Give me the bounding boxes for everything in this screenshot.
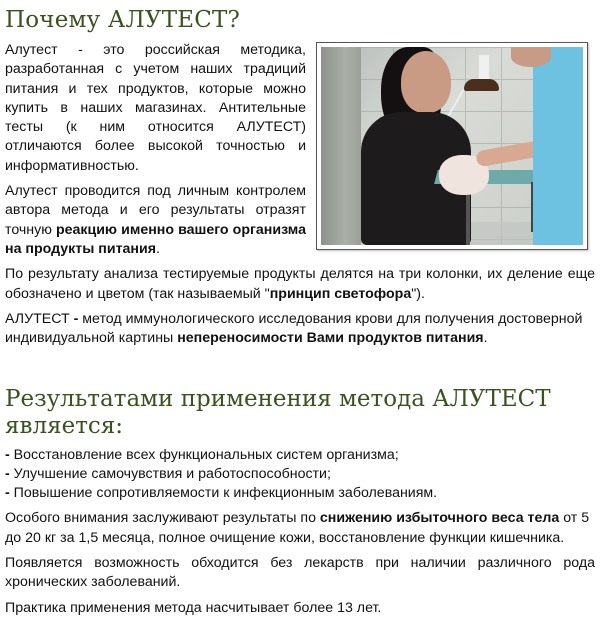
- list-item: [5, 446, 595, 465]
- paragraph-no-medicine: Появляется возможность обходится без лекарств при наличии различного рода хронических заболеваний.: [5, 555, 595, 591]
- text: По результату анализа тестируемые продукты делятся на три колонки, их деление еще обозначено и цветом (так называемый ": [5, 266, 595, 302]
- nurse-head: [511, 47, 551, 67]
- bold-dash: -: [69, 310, 83, 327]
- text: ").: [411, 285, 425, 302]
- photo-image: [321, 47, 583, 245]
- results-list: [5, 446, 595, 503]
- section-title-why-alutest: Почему АЛУТЕСТ?: [5, 7, 241, 33]
- list-item-text: Восстановление всех функциональных систем организма;: [13, 447, 399, 464]
- dash-bullet: -: [5, 485, 14, 502]
- article: [5, 0, 595, 624]
- bold-text: принцип светофора: [269, 285, 412, 302]
- lamp-icon: [479, 55, 489, 79]
- text: метод иммунологического исследования крови для получения достоверной индивидуальной картины: [5, 310, 583, 347]
- woman-face: [401, 51, 451, 113]
- list-item-text: Повышение сопротивляемости к инфекционным заболеваниям.: [13, 485, 438, 502]
- text: .: [483, 330, 488, 347]
- bold-text: снижению избыточного веса тела: [319, 510, 560, 527]
- curtain: [321, 47, 361, 245]
- paragraph-practice: Практика применения метода насчитывает более 13 лет.: [5, 599, 382, 616]
- paragraph-intro: Алутест - это российская методика, разработанная с учетом наших традиций питания и тех продуктов, которые можно купить в наших магазинах. Антительные тесты (к ним относится АЛУТЕСТ) отличаются более высокой точностью и информативностью.: [5, 42, 306, 174]
- lamp-shade: [464, 79, 499, 91]
- dash-bullet: -: [5, 447, 14, 464]
- text: Особого внимания заслуживают результаты по: [5, 510, 320, 527]
- text: АЛУТЕСТ: [5, 310, 70, 327]
- text: Алутест проводится под личным контролем автора метода и его результаты отразят точную: [5, 183, 306, 238]
- bold-text: непереносимости Вами продуктов питания: [177, 330, 484, 347]
- nurse-figure: [533, 47, 583, 245]
- paragraph-weight-loss: [5, 509, 595, 548]
- text: от 5 до 20 кг за 1,5 месяца, полное очищение кожи, восстановление функции кишечника.: [5, 510, 590, 546]
- bold-text: реакцию именно вашего организма на продукты питания: [5, 221, 306, 257]
- photo-frame: [316, 42, 588, 250]
- text: .: [156, 240, 160, 257]
- paragraph-traffic-light: [5, 265, 595, 304]
- list-item-text: Улучшение самочувствия и работоспособности;: [13, 466, 331, 483]
- paragraph-method: [5, 310, 595, 349]
- spacer: [5, 354, 595, 386]
- section-title-results: Результатами применения метода АЛУТЕСТ является:: [5, 386, 551, 440]
- dash-bullet: -: [5, 466, 14, 483]
- list-item: [5, 465, 595, 484]
- list-item: [5, 484, 595, 503]
